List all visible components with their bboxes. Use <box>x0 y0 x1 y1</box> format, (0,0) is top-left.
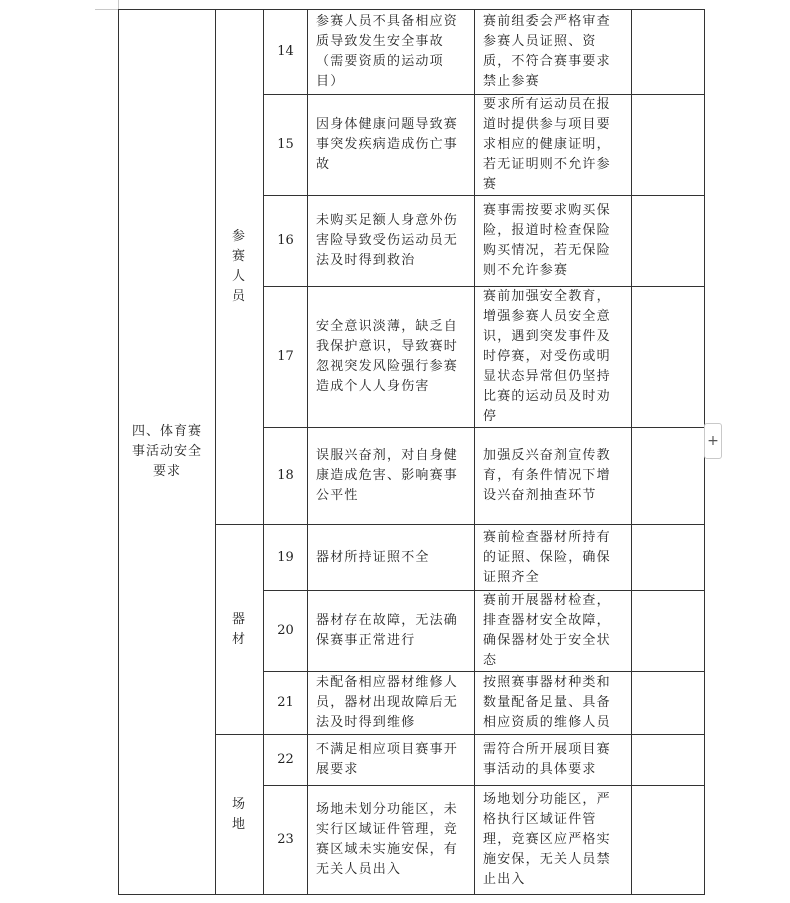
subcategory-venue: 场地 <box>216 735 264 895</box>
add-row-button[interactable]: + <box>704 423 722 459</box>
row-number: 19 <box>264 525 308 591</box>
row-number: 22 <box>264 735 308 786</box>
note-cell <box>632 591 705 672</box>
risk-cell: 未配备相应器材维修人员，器材出现故障后无法及时得到维修 <box>308 672 475 735</box>
table-row <box>119 10 705 95</box>
risk-cell: 参赛人员不具备相应资质导致发生安全事故（需要资质的运动项目） <box>308 10 475 95</box>
subcategory-participants: 参赛人员 <box>216 10 264 525</box>
row-number: 16 <box>264 196 308 287</box>
row-number: 21 <box>264 672 308 735</box>
category-cell: 四、体育赛事活动安全要求 <box>119 10 216 895</box>
risk-cell: 器材存在故障，无法确保赛事正常进行 <box>308 591 475 672</box>
row-number: 14 <box>264 10 308 95</box>
row-number: 18 <box>264 428 308 525</box>
measure-cell: 赛前组委会严格审查参赛人员证照、资质，不符合赛事要求禁止参赛 <box>475 10 632 95</box>
measure-cell: 场地划分功能区，严格执行区域证件管理，竞赛区应严格实施安保，无关人员禁止出入 <box>475 786 632 895</box>
note-cell <box>632 196 705 287</box>
note-cell <box>632 287 705 428</box>
risk-cell: 不满足相应项目赛事开展要求 <box>308 735 475 786</box>
risk-cell: 器材所持证照不全 <box>308 525 475 591</box>
measure-cell: 加强反兴奋剂宣传教育，有条件情况下增设兴奋剂抽查环节 <box>475 428 632 525</box>
risk-table <box>118 9 705 895</box>
measure-cell: 要求所有运动员在报道时提供参与项目要求相应的健康证明，若无证明则不允许参赛 <box>475 95 632 196</box>
subcategory-equipment: 器材 <box>216 525 264 735</box>
note-cell <box>632 10 705 95</box>
row-number: 15 <box>264 95 308 196</box>
note-cell <box>632 95 705 196</box>
risk-cell: 安全意识淡薄，缺乏自我保护意识，导致赛时忽视突发风险强行参赛造成个人人身伤害 <box>308 287 475 428</box>
measure-cell: 赛事需按要求购买保险，报道时检查保险购买情况，若无保险则不允许参赛 <box>475 196 632 287</box>
row-number: 23 <box>264 786 308 895</box>
measure-cell: 赛前开展器材检查，排查器材安全故障，确保器材处于安全状态 <box>475 591 632 672</box>
row-number: 20 <box>264 591 308 672</box>
page-corner-mark <box>95 9 119 10</box>
risk-cell: 场地未划分功能区，未实行区域证件管理，竞赛区域未实施安保，有无关人员出入 <box>308 786 475 895</box>
note-cell <box>632 786 705 895</box>
note-cell <box>632 428 705 525</box>
measure-cell: 需符合所开展项目赛事活动的具体要求 <box>475 735 632 786</box>
risk-cell: 未购买足额人身意外伤害险导致受伤运动员无法及时得到救治 <box>308 196 475 287</box>
measure-cell: 赛前检查器材所持有的证照、保险，确保证照齐全 <box>475 525 632 591</box>
note-cell <box>632 525 705 591</box>
risk-cell: 因身体健康问题导致赛事突发疾病造成伤亡事故 <box>308 95 475 196</box>
measure-cell: 赛前加强安全教育，增强参赛人员安全意识，遇到突发事件及时停赛，对受伤或明显状态异常但仍坚持比赛的运动员及时劝停 <box>475 287 632 428</box>
risk-cell: 误服兴奋剂，对自身健康造成危害、影响赛事公平性 <box>308 428 475 525</box>
measure-cell: 按照赛事器材种类和数量配备足量、具备相应资质的维修人员 <box>475 672 632 735</box>
row-number: 17 <box>264 287 308 428</box>
note-cell <box>632 735 705 786</box>
note-cell <box>632 672 705 735</box>
